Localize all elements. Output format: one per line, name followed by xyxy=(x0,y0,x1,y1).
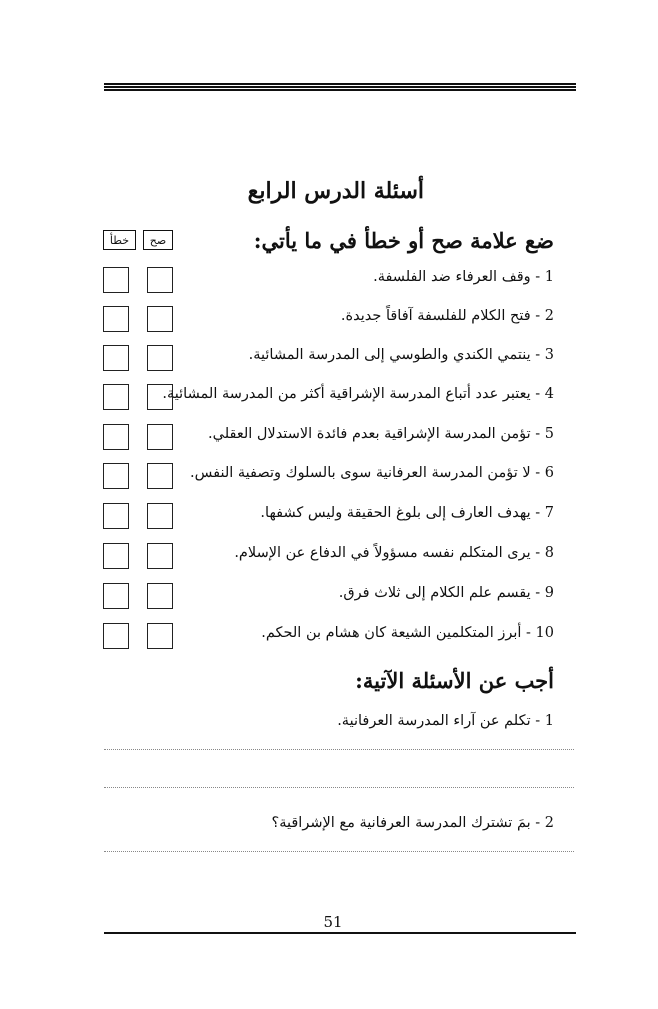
question-text: 10 - أبرز المتكلمين الشيعة كان هشام بن الحكم. xyxy=(261,625,554,641)
true-checkbox[interactable] xyxy=(147,384,173,410)
top-rule xyxy=(104,83,576,91)
question-row-6 xyxy=(0,463,658,491)
question-row-7 xyxy=(0,503,658,531)
question-row-8 xyxy=(0,543,658,571)
false-checkbox[interactable] xyxy=(103,424,129,450)
false-checkbox[interactable] xyxy=(103,623,129,649)
question-text: 7 - يهدف العارف إلى بلوغ الحقيقة وليس كشفها. xyxy=(260,505,554,521)
true-checkbox[interactable] xyxy=(147,583,173,609)
question-text: 4 - يعتبر عدد أتباع المدرسة الإشراقية أكثر من المدرسة المشائية. xyxy=(162,386,554,402)
false-column-label: خطأ xyxy=(103,230,136,250)
open-question-2: 2 - بمَ تشترك المدرسة العرفانية مع الإشراقية؟ xyxy=(271,815,554,831)
lesson-title: أسئلة الدرس الرابع xyxy=(247,178,424,204)
question-text: 3 - ينتمي الكندي والطوسي إلى المدرسة المشائية. xyxy=(248,347,554,363)
question-row-1 xyxy=(0,267,658,295)
question-row-9 xyxy=(0,583,658,611)
question-row-10 xyxy=(0,623,658,651)
true-checkbox[interactable] xyxy=(147,543,173,569)
true-checkbox[interactable] xyxy=(147,306,173,332)
question-text: 8 - يرى المتكلم نفسه مسؤولاً في الدفاع عن الإسلام. xyxy=(234,545,554,561)
question-text: 5 - تؤمن المدرسة الإشراقية بعدم فائدة الاستدلال العقلي. xyxy=(208,426,554,442)
question-text: 6 - لا تؤمن المدرسة العرفانية سوى بالسلوك وتصفية النفس. xyxy=(190,465,554,481)
answer-line[interactable] xyxy=(104,787,574,788)
true-checkbox[interactable] xyxy=(147,463,173,489)
question-text: 1 - وقف العرفاء ضد الفلسفة. xyxy=(373,269,554,285)
question-row-4 xyxy=(0,384,658,412)
answer-line[interactable] xyxy=(104,851,574,852)
true-checkbox[interactable] xyxy=(147,623,173,649)
bottom-rule xyxy=(104,932,576,934)
true-checkbox[interactable] xyxy=(147,345,173,371)
true-checkbox[interactable] xyxy=(147,267,173,293)
open-question-1: 1 - تكلم عن آراء المدرسة العرفانية. xyxy=(337,713,554,729)
false-checkbox[interactable] xyxy=(103,503,129,529)
answer-line[interactable] xyxy=(104,749,574,750)
question-row-3 xyxy=(0,345,658,373)
false-checkbox[interactable] xyxy=(103,306,129,332)
false-checkbox[interactable] xyxy=(103,267,129,293)
true-checkbox[interactable] xyxy=(147,424,173,450)
false-checkbox[interactable] xyxy=(103,583,129,609)
true-checkbox[interactable] xyxy=(147,503,173,529)
true-false-heading: ضع علامة صح أو خطأ في ما يأتي: xyxy=(253,228,554,253)
question-text: 2 - فتح الكلام للفلسفة آفاقاً جديدة. xyxy=(340,308,554,324)
question-row-5 xyxy=(0,424,658,452)
true-column-label: صح xyxy=(143,230,173,250)
open-questions-heading: أجب عن الأسئلة الآتية: xyxy=(355,668,554,693)
false-checkbox[interactable] xyxy=(103,384,129,410)
false-checkbox[interactable] xyxy=(103,463,129,489)
false-checkbox[interactable] xyxy=(103,345,129,371)
false-checkbox[interactable] xyxy=(103,543,129,569)
page-number: 51 xyxy=(323,913,343,931)
question-text: 9 - يقسم علم الكلام إلى ثلاث فرق. xyxy=(338,585,554,601)
question-row-2 xyxy=(0,306,658,334)
